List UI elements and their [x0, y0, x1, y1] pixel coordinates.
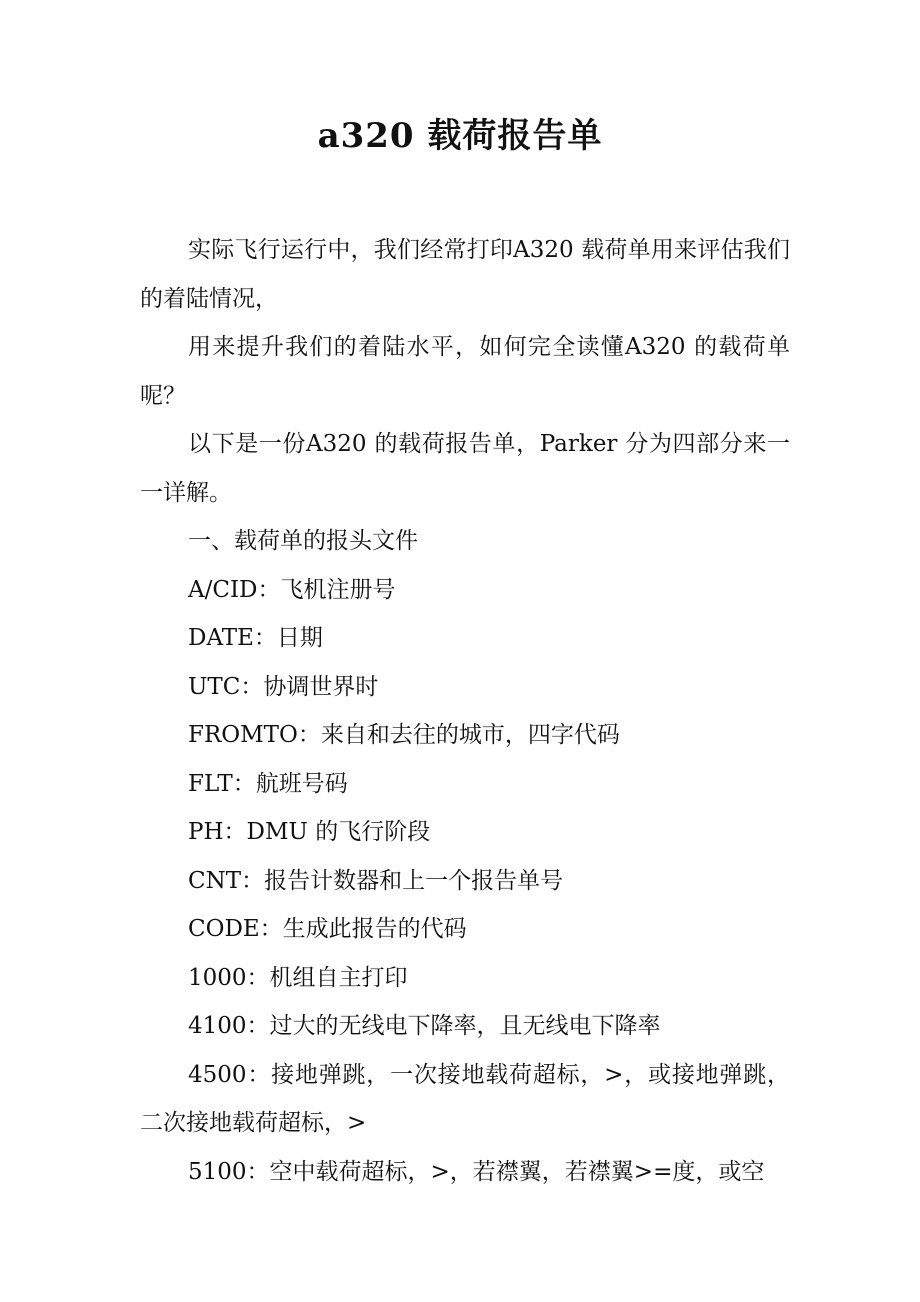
- code-item: 1000：机组自主打印: [188, 964, 408, 991]
- definition-item: FLT：航班号码: [188, 770, 348, 797]
- paragraph: 用来提升我们的着陆水平，如何完全读懂A320 的载荷单呢？: [140, 334, 790, 409]
- definition-item: FROMTO：来自和去往的城市，四字代码: [188, 722, 620, 748]
- definition-item: DATE：日期: [188, 625, 323, 651]
- definition-item: CNT：报告计数器和上一个报告单号: [188, 867, 564, 894]
- paragraph: 实际飞行运行中，我们经常打印A320 载荷单用来评估我们的着陆情况，: [140, 237, 790, 312]
- definition-item: PH：DMU 的飞行阶段: [188, 819, 431, 845]
- definition-item: CODE：生成此报告的代码: [188, 916, 467, 942]
- document-title: a320 载荷报告单: [317, 116, 603, 156]
- code-item: 4500：接地弹跳，一次接地载荷超标，>，或接地弹跳，二次接地载荷超标，>: [140, 1061, 790, 1136]
- definition-item: A/CID：飞机注册号: [188, 576, 396, 603]
- code-item: 5100：空中载荷超标，>，若襟翼，若襟翼>=度，或空: [188, 1158, 765, 1185]
- paragraph: 以下是一份A320 的载荷报告单，Parker 分为四部分来一一详解。: [140, 431, 790, 506]
- document-body: [140, 226, 790, 1196]
- section-heading: 一、载荷单的报头文件: [188, 528, 418, 554]
- code-item: 4100：过大的无线电下降率，且无线电下降率: [188, 1013, 661, 1039]
- definition-item: UTC：协调世界时: [188, 673, 379, 700]
